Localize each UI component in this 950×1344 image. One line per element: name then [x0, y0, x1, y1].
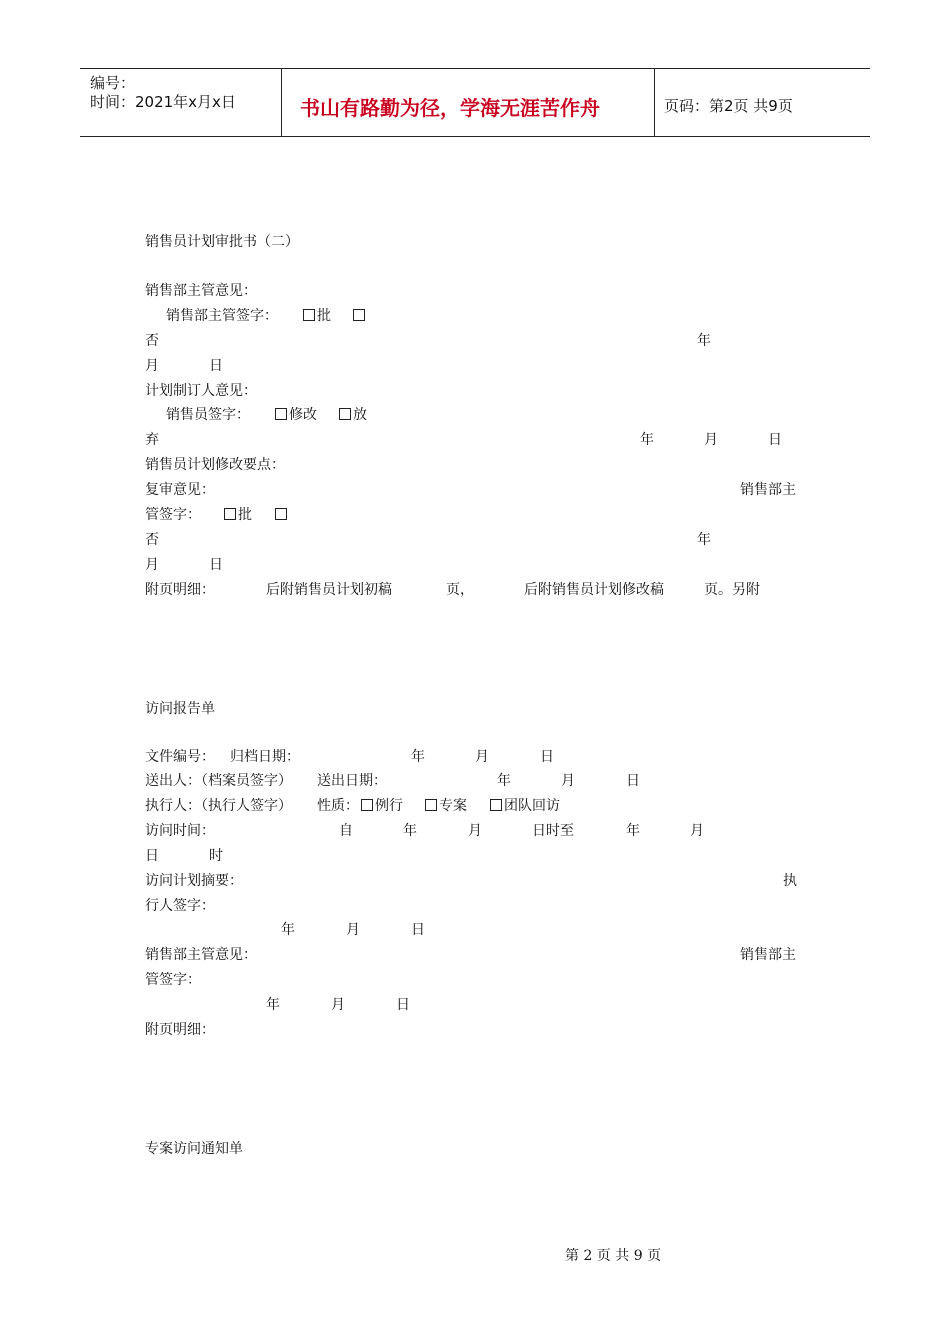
modify-option[interactable] — [275, 407, 317, 423]
month-label: 月 — [145, 557, 159, 573]
routine-checkbox[interactable] — [361, 799, 373, 811]
review-approve-option[interactable] — [224, 507, 252, 523]
day-label: 日 — [145, 848, 159, 864]
year-label: 年 — [411, 749, 425, 765]
year-label: 年 — [403, 823, 417, 839]
month-label: 月 — [690, 823, 704, 839]
day-label: 日 — [209, 358, 223, 374]
review-approve-checkbox[interactable] — [224, 508, 236, 520]
reject-label: 否 — [145, 333, 159, 349]
approve-option[interactable] — [303, 308, 331, 324]
supervisor-opinion-label: 销售部主管意见： — [145, 283, 257, 299]
approve-checkbox[interactable] — [303, 309, 315, 321]
from-label: 自 — [339, 823, 353, 839]
project-label: 专案 — [439, 798, 467, 814]
day-label: 日 — [626, 773, 640, 789]
year-label: 年 — [626, 823, 640, 839]
section2-title: 访问报告单 — [145, 701, 215, 717]
day-label: 日 — [411, 922, 425, 938]
month-label: 月 — [145, 358, 159, 374]
supervisor-opinion-label: 销售部主管意见： — [145, 947, 257, 963]
month-label: 月 — [561, 773, 575, 789]
attachment-label: 附页明细： — [145, 582, 215, 598]
hour-label: 时 — [209, 848, 223, 864]
modify-label: 修改 — [289, 407, 317, 423]
planner-opinion-label: 计划制订人意见： — [145, 383, 257, 399]
attachment-modified-label: 后附销售员计划修改稿 — [524, 582, 664, 598]
page-footer: 第 2 页 共 9 页 — [565, 1248, 662, 1264]
executor-sign-label-cont: 行人签字： — [145, 898, 215, 914]
giveup-option[interactable] — [339, 407, 367, 423]
giveup-label-cont: 弃 — [145, 432, 159, 448]
review-opinion-label: 复审意见： — [145, 482, 215, 498]
review-sign-label-cont: 管签字： — [145, 507, 201, 523]
year-label: 年 — [266, 997, 280, 1013]
giveup-label: 放 — [353, 407, 367, 423]
year-label: 年 — [697, 532, 711, 548]
section3-title: 专案访问通知单 — [145, 1141, 243, 1157]
month-label: 月 — [346, 922, 360, 938]
day-label: 日 — [768, 432, 782, 448]
reject-checkbox[interactable] — [353, 309, 365, 321]
time-label: 时间：2021年x月x日 — [90, 93, 236, 111]
project-checkbox[interactable] — [425, 799, 437, 811]
send-date-label: 送出日期： — [317, 773, 387, 789]
supervisor-sign-label: 销售部主 — [740, 947, 796, 963]
day-label: 日 — [396, 997, 410, 1013]
header-divider-left — [281, 69, 282, 136]
header-divider-right — [654, 69, 655, 136]
attachment-label: 附页明细： — [145, 1022, 215, 1038]
month-label: 月 — [468, 823, 482, 839]
routine-option[interactable] — [361, 798, 403, 814]
routine-label: 例行 — [375, 798, 403, 814]
review-reject-option[interactable] — [275, 507, 289, 523]
year-label: 年 — [497, 773, 511, 789]
supervisor-sign-label-cont: 管签字： — [145, 972, 201, 988]
executor-sign-label: 执 — [783, 873, 797, 889]
serial-label: 编号： — [90, 74, 136, 92]
year-label: 年 — [697, 333, 711, 349]
day-label: 日 — [209, 557, 223, 573]
attachment-page-label: 页， — [446, 582, 474, 598]
month-label: 月 — [331, 997, 345, 1013]
day-to-label: 日时至 — [532, 823, 574, 839]
review-approve-label: 批 — [238, 507, 252, 523]
project-option[interactable] — [425, 798, 467, 814]
day-label: 日 — [540, 749, 554, 765]
section1-title: 销售员计划审批书（二） — [145, 234, 299, 250]
modify-checkbox[interactable] — [275, 408, 287, 420]
file-number-label: 文件编号： — [145, 749, 215, 765]
page-label: 页码：第2页 共9页 — [664, 97, 793, 115]
archive-date-label: 归档日期： — [230, 749, 300, 765]
review-sign-label: 销售部主 — [740, 482, 796, 498]
motto-text: 书山有路勤为径，学海无涯苦作舟 — [300, 96, 600, 120]
year-label: 年 — [640, 432, 654, 448]
month-label: 月 — [475, 749, 489, 765]
year-label: 年 — [281, 922, 295, 938]
team-visit-checkbox[interactable] — [490, 799, 502, 811]
executor-label: 执行人：（执行人签字） — [145, 798, 292, 814]
reject-option[interactable] — [353, 308, 367, 324]
month-label: 月 — [704, 432, 718, 448]
attachment-draft-label: 后附销售员计划初稿 — [266, 582, 392, 598]
attachment-extra-label: 页。另附 — [704, 582, 760, 598]
supervisor-sign-label: 销售部主管签字： — [166, 308, 278, 324]
team-visit-option[interactable] — [490, 798, 560, 814]
giveup-checkbox[interactable] — [339, 408, 351, 420]
header-top-rule — [80, 68, 870, 69]
team-visit-label: 团队回访 — [504, 798, 560, 814]
plan-summary-label: 访问计划摘要： — [145, 873, 243, 889]
approve-label: 批 — [317, 308, 331, 324]
review-reject-checkbox[interactable] — [275, 508, 287, 520]
nature-label: 性质： — [317, 798, 359, 814]
modification-points-label: 销售员计划修改要点： — [145, 457, 285, 473]
header-bottom-rule — [80, 136, 870, 137]
salesperson-sign-label: 销售员签字： — [166, 407, 250, 423]
sender-label: 送出人：（档案员签字） — [145, 773, 292, 789]
review-reject-label: 否 — [145, 532, 159, 548]
visit-time-label: 访问时间： — [145, 823, 215, 839]
